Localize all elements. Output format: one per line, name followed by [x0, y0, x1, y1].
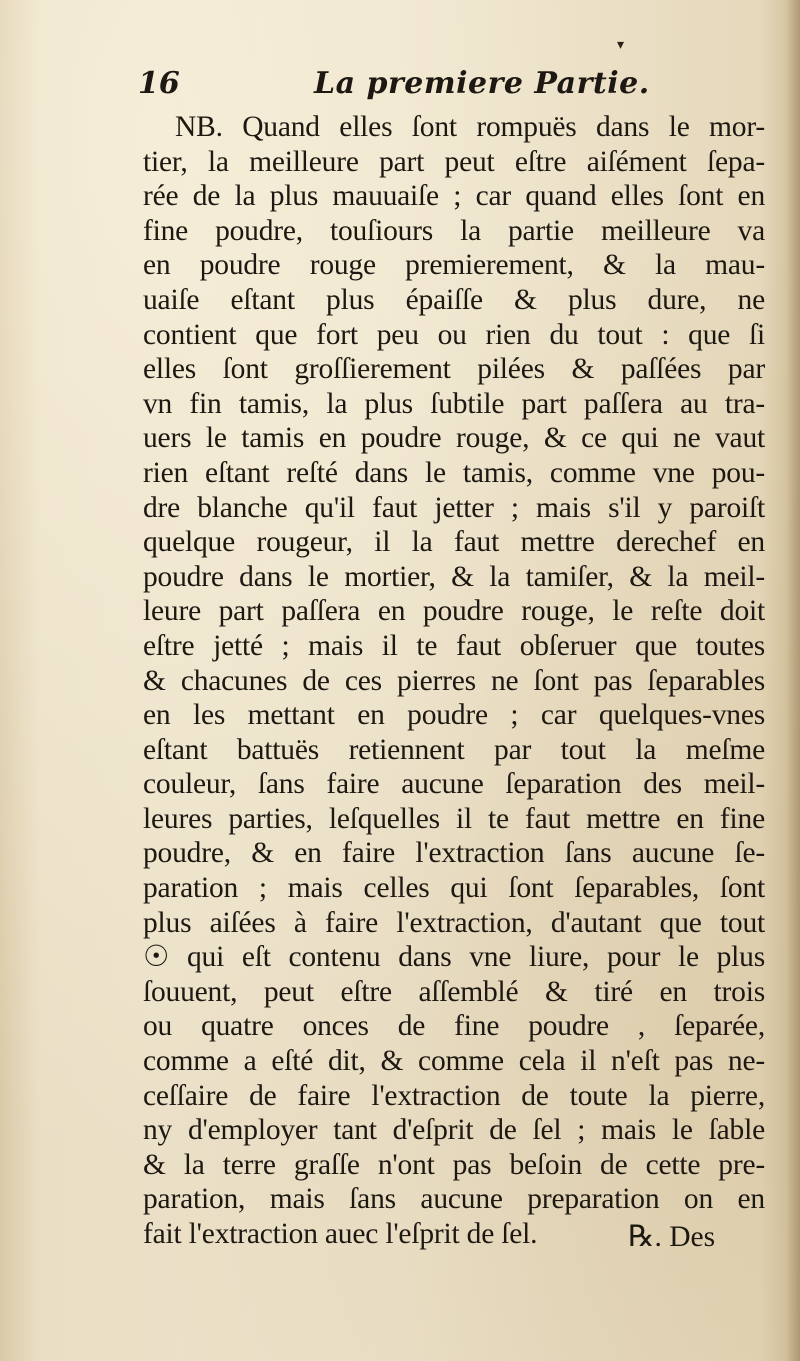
text-line: NB. Quand elles ſont rompuës dans le mor- [175, 111, 765, 143]
text-line: eſtant battuës retiennent par tout la meſme [143, 733, 765, 766]
text-line: ☉ qui eſt contenu dans vne liure, pour le plus [143, 941, 765, 974]
text-line: ſouuent, peut eſtre aſſemblé & tiré en trois [143, 975, 765, 1008]
text-line: quelque rougeur, il la faut mettre derechef en [143, 526, 765, 559]
text-line: en les mettant en poudre ; car quelques-vnes [143, 699, 765, 732]
text-line: en poudre rouge premierement, & la mau- [143, 249, 765, 282]
text-line: leures parties, leſquelles il te faut mettre en fine [143, 802, 765, 835]
text-line: poudre, & en faire l'extraction ſans aucune ſe- [143, 837, 765, 870]
text-line: & la terre graſſe n'ont pas beſoin de cette pre- [143, 1148, 765, 1181]
text-line: comme a eſté dit, & comme cela il n'eſt pas ne- [143, 1045, 765, 1078]
text-line: rée de la plus mauuaiſe ; car quand elles ſont en [143, 180, 765, 213]
text-line: vn fin tamis, la plus ſubtile part paſſera au tra- [143, 387, 765, 420]
text-line: & chacunes de ces pierres ne ſont pas ſeparables [143, 664, 765, 697]
page-gutter-shadow [786, 0, 800, 1361]
text-line: paration, mais ſans aucune preparation on en [143, 1183, 765, 1216]
printers-ornament: ▾ [617, 37, 625, 53]
text-line: couleur, ſans faire aucune ſeparation des meil- [143, 768, 765, 801]
text-line: paration ; mais celles qui ſont ſeparables, ſont [143, 872, 765, 905]
page-header [138, 64, 758, 108]
text-line: uers le tamis en poudre rouge, & ce qui ne vaut [143, 422, 765, 455]
text-line: ou quatre onces de fine poudre , ſeparée, [143, 1010, 765, 1043]
text-line: plus aiſées à faire l'extraction, d'autant que tout [143, 906, 765, 939]
text-line: fait l'extraction auec l'eſprit de ſel. [143, 1218, 538, 1250]
text-line: poudre dans le mortier, & la tamiſer, & la meil- [143, 560, 765, 593]
text-line: tier, la meilleure part peut eſtre aiſément ſepa- [143, 145, 765, 178]
catchword: ℞. Des [628, 1221, 716, 1253]
text-line: fine poudre, touſiours la partie meilleure va [143, 214, 765, 247]
text-line: eſtre jetté ; mais il te faut obſeruer que toutes [143, 629, 765, 662]
text-line: rien eſtant reſté dans le tamis, comme vne pou- [143, 456, 765, 489]
body-text [143, 110, 765, 1252]
text-line: leure part paſſera en poudre rouge, le reſte doit [143, 595, 765, 628]
text-line: ceſſaire de faire l'extraction de toute la pierre, [143, 1079, 765, 1112]
text-line: dre blanche qu'il faut jetter ; mais s'il y paroiſt [143, 491, 765, 524]
text-line: contient que fort peu ou rien du tout : que ſi [143, 318, 765, 351]
text-line: elles ſont groſſierement pilées & paſſées par [143, 353, 765, 386]
text-line: uaiſe eſtant plus épaiſſe & plus dure, ne [143, 283, 765, 316]
running-title: La premiere Partie. [314, 66, 650, 101]
text-line: ny d'employer tant d'eſprit de ſel ; mais le ſable [143, 1114, 765, 1147]
page-number: 16 [138, 66, 180, 101]
